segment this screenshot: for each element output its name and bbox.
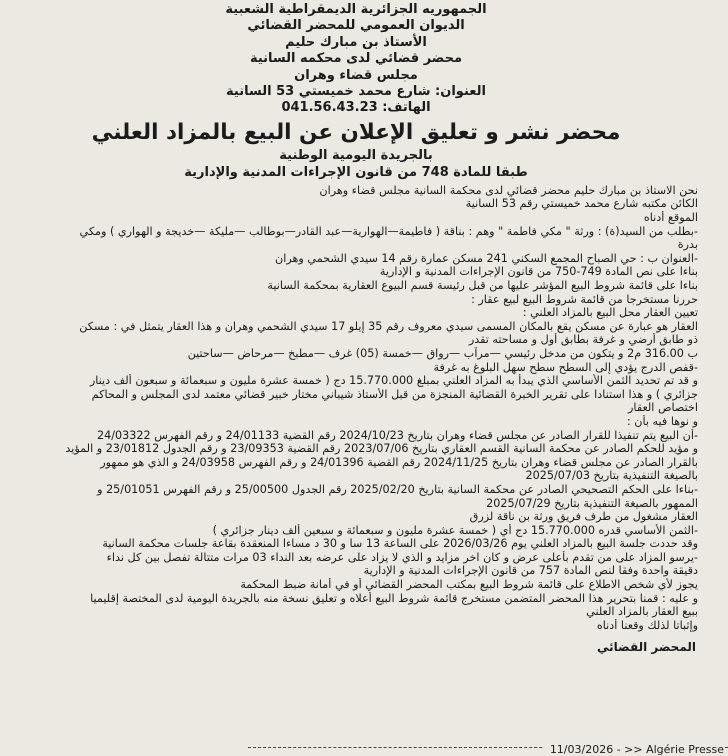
body-line: و قد تم تحديد الثمن الأساسي الذي يبدأ به المزاد العلني بمبلغ 15.770.000 دج ( خمسة عشرة مليون و سبعمائة و سبعون ألف دينار — [89, 374, 698, 388]
body-line: يجوز لأي شخص الاطلاع على قائمة شروط البيع بمكتب المحضر القضائي أو في أمانة ضبط المحكمة — [240, 578, 698, 592]
notice-title: محضر نشر و تعليق الإعلان عن البيع بالمزاد العلني — [91, 119, 621, 145]
body-line: و نوها فيه بأن : — [626, 414, 698, 428]
body-line: ببيع العقار بالمزاد العلني — [586, 605, 698, 619]
body-line: العقار هو عبارة عن مسكن يقع بالمكان المسمى سيدي معروف رقم 35 إيلو 17 سيدي الشحمي وهران و هذا العقار يتمثل في : مسكن — [79, 319, 698, 333]
body-line: تعيين العقار محل البيع بالمزاد العلني : — [522, 306, 698, 320]
signature-label: المحضر القضائي — [596, 640, 696, 655]
body-line: الممهور بالصيغة التنفيذية بتاريخ 2025/07/29 — [486, 496, 698, 510]
notice-body — [14, 184, 698, 633]
body-line: الموقع أدناه — [643, 211, 698, 225]
body-line: جزائري ) و هذا استنادا على تقرير الخبرة القضائية المنجزة من قبل الأستاذ شيباني مختار خبير قضائي معتمد لدى المجلس و المحاكم — [91, 387, 698, 401]
body-line: حررنا مستخرجا من قائمة شروط البيع لبيع عقار : — [471, 292, 698, 306]
body-line: بدرة — [677, 238, 698, 252]
body-line: -العنوان ب : حي الصباح المجمع السكني 241 مسكن عمارة رقم 14 سيدي الشحمي وهران — [275, 251, 698, 265]
body-line: -يرسو المزاد على من تقدم بأعلى عرض و كان اخر مزايد و الذي لا يزاد على عرضه بعد النداء 03 مرات متتالة تفصل بين كل نداء — [106, 550, 698, 564]
body-line: ب 316.00 م2 و يتكون من مدخل رئيسي —مرآب —رواق —خمسة (05) غرف —مطبخ —مرحاض —ساحتين — [187, 346, 698, 360]
footer-source: 11/03/2026 - >> Algérie Presse — [544, 743, 724, 756]
header-republic: الجمهوريه الجزائرية الديمقراطية الشعبية — [225, 2, 487, 17]
body-line: اختصاص العقار — [628, 401, 698, 415]
body-line: -الثمن الأساسي قدره 15.770.000 دج أي ( خمسة عشرة مليون و سبعمائة و سبعين ألف دينار جزائري ) — [212, 523, 698, 537]
header-phone: الهاتف: 041.56.43.23 — [281, 100, 431, 116]
office-header — [14, 2, 698, 117]
body-line: بناءا على قائمة شروط البيع المؤشر عليها من قبل رئيسة قسم البيوع العقارية بمحكمة السانية — [267, 279, 698, 292]
body-line: الكائن مكتبه شارع محمد خميستي رقم 53 السانية — [465, 197, 698, 211]
body-line: و عليه : قمنا بتحرير هذا المحضر المتضمن مستخرج قائمة شروط البيع أعلاه و تعليق نسخة منه بالجريدة اليومية لدى المختصة إقليميا — [90, 591, 698, 605]
body-line: بناءا على نص المادة 749-750 من قانون الإجراءات المدنية و الإدارية — [379, 265, 698, 279]
body-line: وإثباتا لذلك وقعنا أدناه — [596, 618, 698, 632]
body-line: العقار مشغول من طرف فريق ورثة بن ناقة لزرق — [469, 510, 698, 524]
body-line: -بناءا على الحكم التصحيحي الصادر عن محكمة السانية بتاريخ 2025/02/20 رقم الجدول 25/00500 و رقم الفهرس 25/01051 و — [97, 482, 698, 496]
body-line: و مؤيد للحكم الصادر عن محكمة السانية القسم العقاري بتاريخ 2023/07/06 رقم القضية 23/09353 و رقم الجدول 23/01812 و المؤيد — [65, 442, 698, 456]
header-office: الديوان العمومي للمحضر القضائي — [247, 18, 465, 34]
header-name: الأستاذ بن مبارك حليم — [285, 34, 427, 50]
body-line: نحن الاستاذ بن مبارك حليم محضر قضائي لدى محكمة السانية مجلس قضاء وهران — [319, 183, 698, 197]
body-line: بالصيغة التنفيذية بتاريخ 2025/07/03 — [525, 469, 698, 483]
body-line: -بطلب من السيد(ة) : ورثة " مكي فاطمة " وهم : بناقة ( فاطيمة—الهوارية—عبد القادر—بوطالب —مليكة —خديجة و الهواري ) ومكي — [79, 224, 698, 238]
header-court: محضر قضائي لدى محكمه السانية — [249, 51, 463, 67]
body-line: وقد حددت جلسة البيع بالمزاد العلني يوم 2026/03/26 على الساعة 13 سا و 30 د مساءا المنعقدة بقاعة جلسات محكمة السانية — [102, 537, 698, 551]
body-line: -أن البيع يتم تنفيذا للقرار الصادر عن مجلس قضاء وهران بتاريخ 2024/10/23 رقم القضية 24/01133 و رقم الفهرس 24/03322 — [97, 428, 698, 442]
body-line: دقيقة واحدة وفقا لنص المادة 757 من قانون الإجراءات المدنية و الإدارية — [363, 564, 698, 578]
notice-subtitle: بالجريدة اليومية الوطنية — [279, 147, 433, 163]
body-line: ذو طابق أرضي و غرفة بطابق أول و مساحته تقدر — [468, 333, 698, 347]
header-council: مجلس قضاء وهران — [294, 67, 418, 83]
notice-legal-basis: طبقا للمادة 748 من قانون الإجراءات المدنية والإدارية — [184, 164, 528, 180]
body-line: بالقرار الصادر عن مجلس قضاء وهران بتاريخ 2024/11/25 رقم القضية 24/01396 و رقم الفهرس 24/03958 و الذي هو ممهور — [100, 455, 698, 469]
body-line: -قفص الدرج يؤدي إلى السطح سطح سهل البلوغ به غرفة — [433, 360, 698, 374]
header-address: العنوان: شارع محمد خميستي 53 السانية — [226, 84, 486, 100]
